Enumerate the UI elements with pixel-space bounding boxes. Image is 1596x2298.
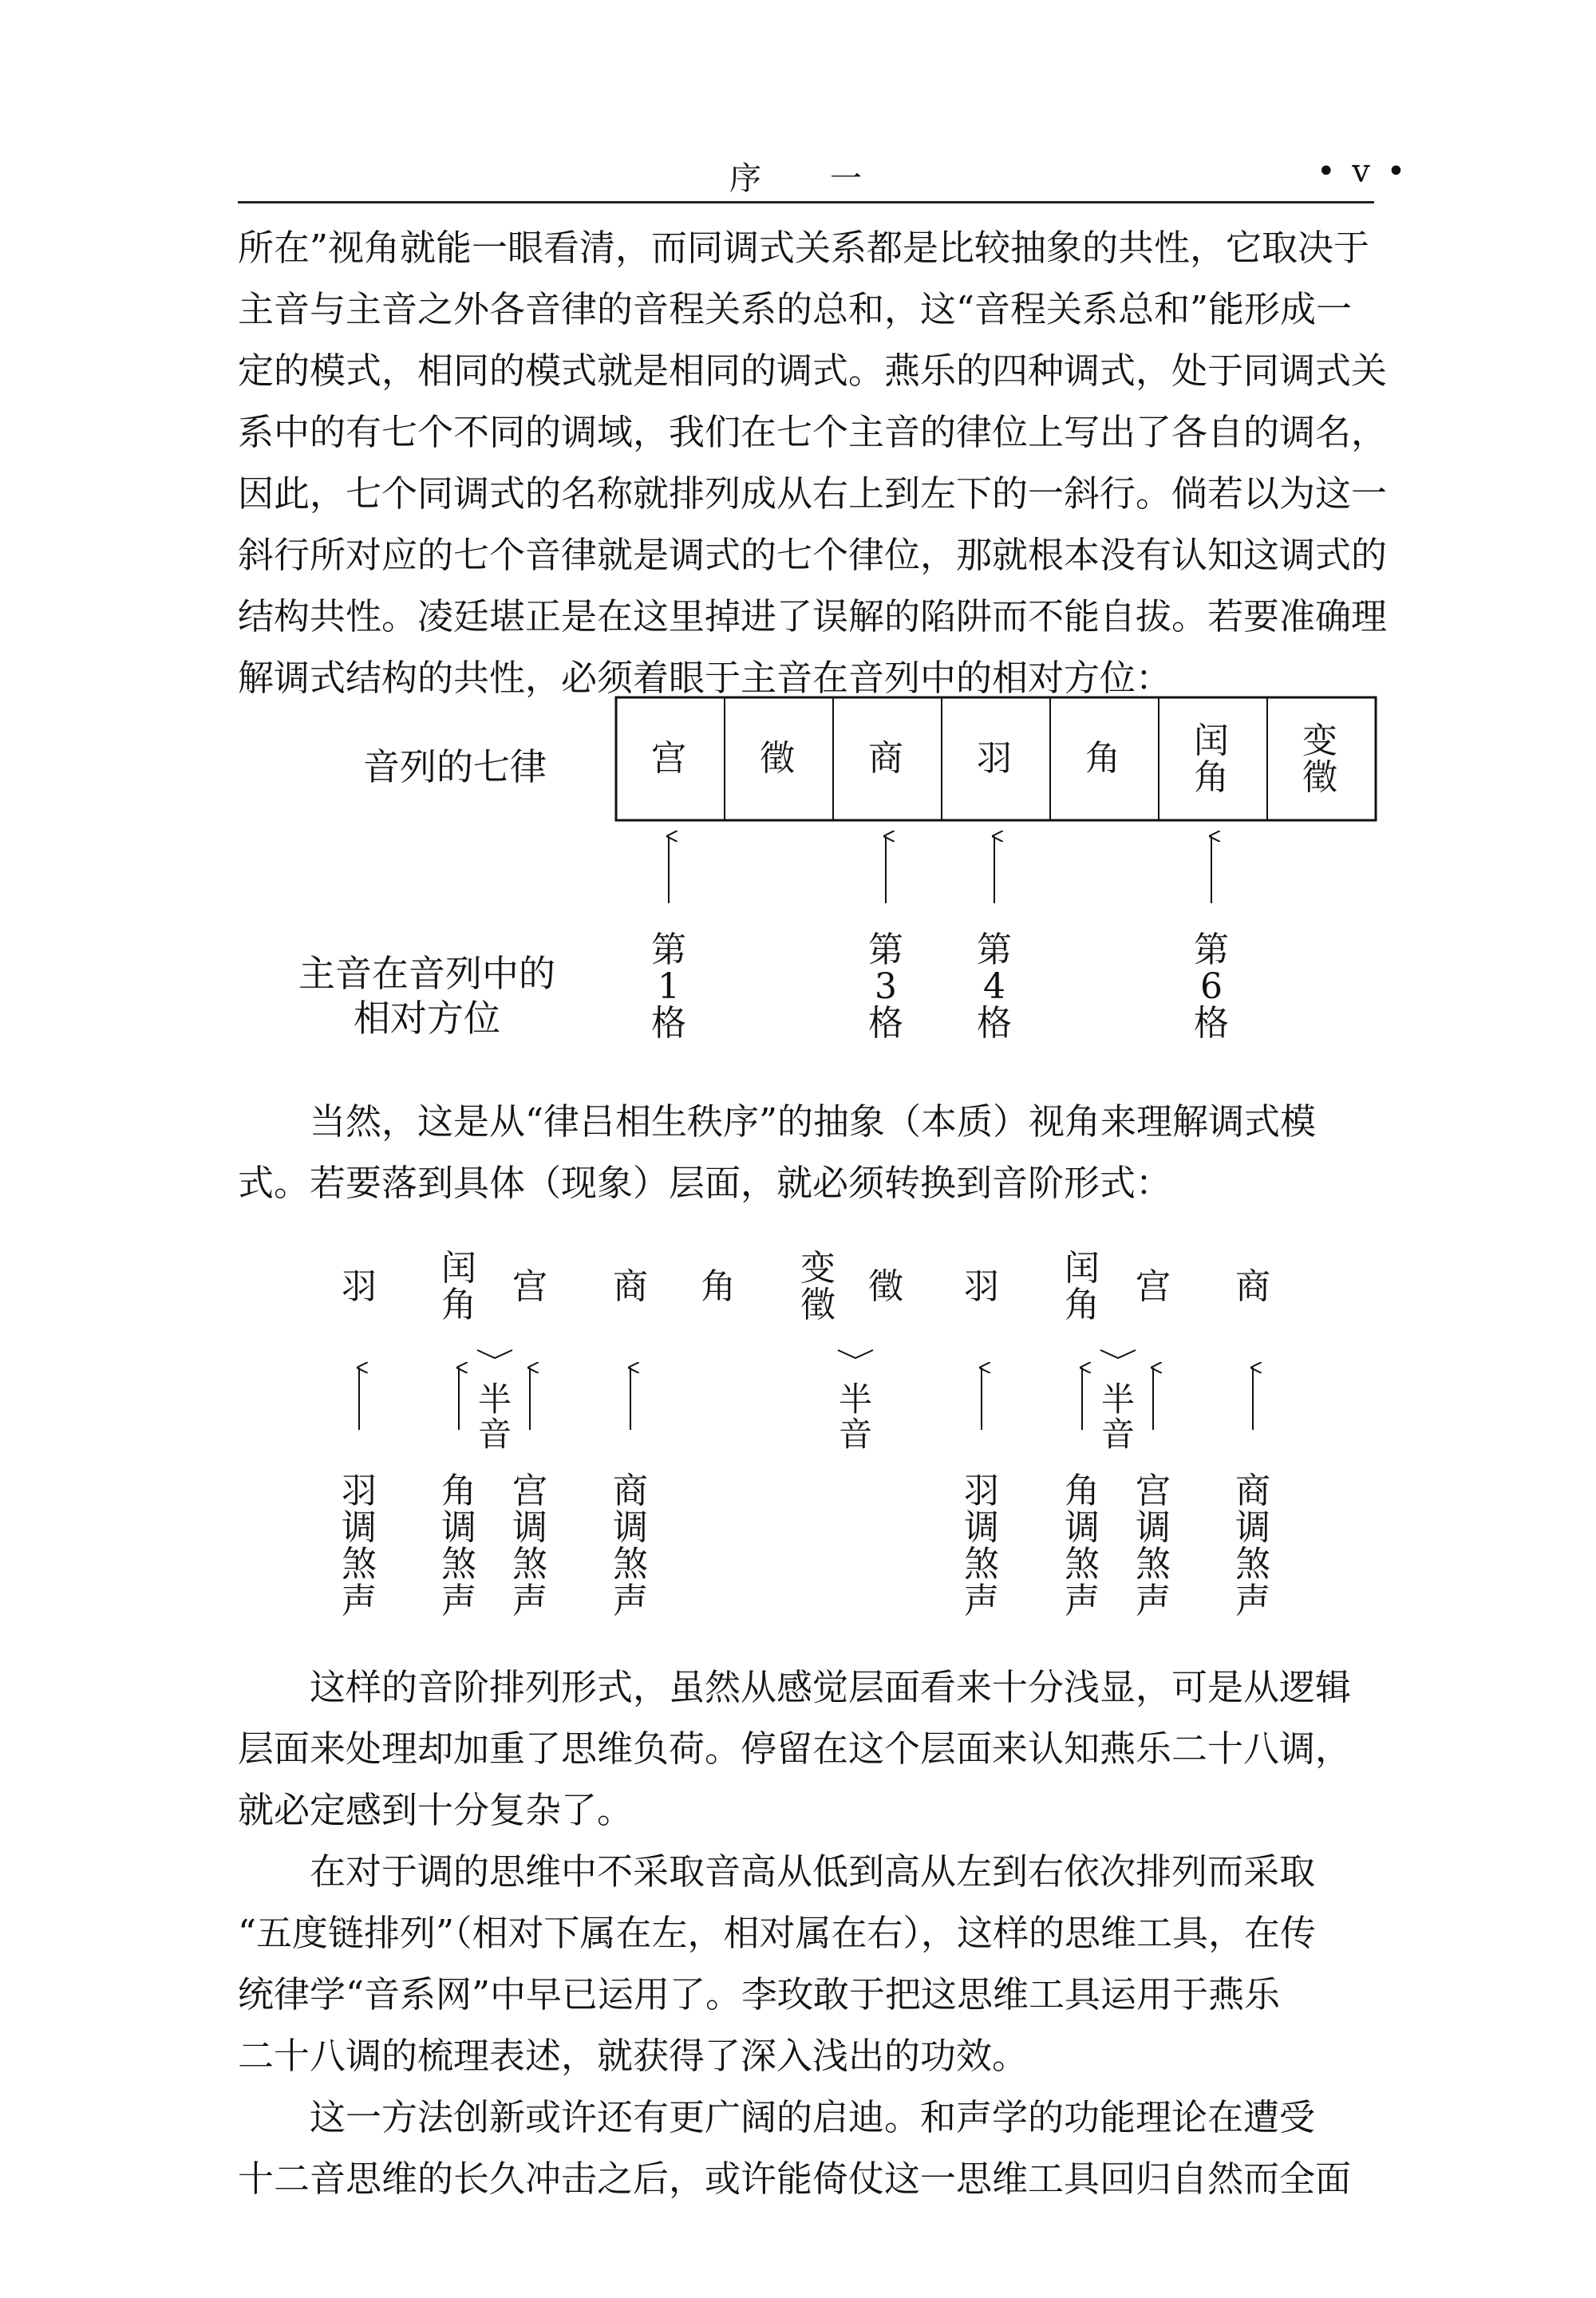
mode-char: 调 <box>512 1507 547 1548</box>
pitch-char: 变 <box>1302 721 1337 761</box>
text-line: 就必定感到十分复杂了。 <box>238 1789 634 1831</box>
text-line: 主音与主音之外各音律的音程关系的总和，这“音程关系总和”能形成一 <box>238 288 1353 330</box>
text-line: 二十八调的梳理表述，就获得了深入浅出的功效。 <box>238 2035 1029 2077</box>
pitch-cell <box>970 740 1018 777</box>
paragraph-2 <box>238 1091 1379 1214</box>
mode-label <box>1229 1473 1277 1620</box>
paragraph-3 <box>238 1656 1379 1841</box>
text-line: 斜行所对应的七个音律就是调式的七个律位，那就根本没有认知这调式的 <box>238 534 1388 576</box>
mode-char: 调 <box>441 1507 476 1548</box>
position-char: 格 <box>1194 1003 1229 1044</box>
pitch-char: 角 <box>1085 738 1120 779</box>
text-line: 所在”视角就能一眼看清，而同调式关系都是比较抽象的共性，它取决于 <box>238 227 1370 269</box>
mode-char: 煞 <box>512 1544 547 1585</box>
text-line: 系中的有七个不同的调域，我们在七个主音的律位上写出了各自的调名， <box>238 411 1388 453</box>
mode-char: 调 <box>1065 1507 1100 1548</box>
scale-note <box>435 1250 483 1324</box>
text-line: 式。若要落到具体（现象）层面，就必须转换到音阶形式： <box>238 1162 1172 1204</box>
scale-note <box>1058 1250 1106 1324</box>
text-line: 层面来处理却加重了思维负荷。停留在这个层面来认知燕乐二十八调， <box>238 1727 1352 1770</box>
position-char: 第 <box>1194 930 1229 970</box>
position-char: 3 <box>875 966 897 1007</box>
note-char: 宫 <box>1136 1266 1171 1307</box>
label-line: 相对方位 <box>354 997 500 1040</box>
mode-label <box>506 1473 554 1620</box>
pitch-cell <box>1187 723 1235 796</box>
tonic-arrows <box>622 830 1261 910</box>
note-char: 角 <box>441 1285 476 1325</box>
mode-char: 羽 <box>964 1471 999 1511</box>
pitch-cell <box>645 740 693 777</box>
note-char: 商 <box>613 1266 648 1307</box>
text-line: 十二音思维的长久冲击之后，或许能倚仗这一思维工具回归自然而全面 <box>238 2158 1352 2200</box>
semitone-brace-icon <box>838 1350 873 1358</box>
note-char: 徵 <box>868 1266 903 1307</box>
semitone-char: 半 <box>838 1380 872 1419</box>
mode-char: 声 <box>613 1581 648 1621</box>
position-label <box>287 951 567 1040</box>
paragraph-5 <box>238 2087 1379 2209</box>
mode-char: 声 <box>964 1581 999 1621</box>
text-line: 在对于调的思维中不采取音高从低到高从左到右依次排列而采取 <box>310 1850 1316 1893</box>
scale-note <box>862 1266 910 1307</box>
page-number: • v • <box>1317 153 1409 190</box>
pitch-char: 角 <box>1194 757 1229 798</box>
position-column <box>1187 932 1235 1042</box>
mode-label <box>1058 1473 1106 1620</box>
pitch-cell <box>862 740 910 777</box>
paragraph-1 <box>238 217 1388 709</box>
scale-note <box>694 1266 742 1307</box>
position-char: 1 <box>658 966 680 1007</box>
pitch-char: 闰 <box>1194 721 1229 761</box>
note-char: 角 <box>1065 1285 1100 1325</box>
pitch-cell <box>1296 723 1344 796</box>
header-rule <box>238 201 1374 203</box>
note-char: 徵 <box>800 1285 836 1325</box>
mode-char: 宫 <box>1136 1471 1171 1511</box>
text-line: 因此，七个同调式的名称就排列成从右上到左下的一斜行。倘若以为这一 <box>238 472 1388 515</box>
mode-char: 煞 <box>613 1544 648 1585</box>
running-head-char: 一 <box>830 160 867 197</box>
semitone-label <box>471 1382 519 1452</box>
mode-char: 调 <box>1235 1507 1270 1548</box>
pitch-char: 羽 <box>977 738 1012 779</box>
semitone-char: 音 <box>838 1415 872 1454</box>
semitone-char: 半 <box>1100 1380 1135 1419</box>
mode-char: 声 <box>342 1581 377 1621</box>
mode-char: 商 <box>1235 1471 1270 1511</box>
note-char: 变 <box>800 1248 836 1289</box>
pitch-cell <box>1079 740 1127 777</box>
semitone-char: 音 <box>477 1415 512 1454</box>
mode-label <box>1129 1473 1177 1620</box>
mode-char: 调 <box>613 1507 648 1548</box>
position-column <box>862 932 910 1042</box>
scale-note <box>958 1266 1005 1307</box>
mode-char: 声 <box>1065 1581 1100 1621</box>
pitch-char: 徵 <box>1302 757 1337 798</box>
mode-char: 角 <box>441 1471 476 1511</box>
mode-char: 调 <box>342 1507 377 1548</box>
row-label: 音列的七律 <box>363 745 547 788</box>
semitone-char: 半 <box>477 1380 512 1419</box>
mode-char: 煞 <box>964 1544 999 1585</box>
scale-note <box>794 1250 842 1324</box>
pitch-char: 商 <box>868 738 903 779</box>
semitone-brace-icon <box>1100 1350 1136 1358</box>
note-char: 羽 <box>342 1266 377 1307</box>
scale-note <box>506 1266 554 1307</box>
semitone-char: 音 <box>1100 1415 1135 1454</box>
label-line: 主音在音列中的 <box>298 952 555 995</box>
mode-char: 声 <box>512 1581 547 1621</box>
position-char: 第 <box>651 930 686 970</box>
note-char: 商 <box>1235 1266 1270 1307</box>
scale-note <box>1129 1266 1177 1307</box>
semitone-label <box>1094 1382 1142 1452</box>
paragraph-4 <box>238 1841 1379 2087</box>
note-char: 羽 <box>964 1266 999 1307</box>
text-line: 统律学“音系网”中早已运用了。李玫敢于把这思维工具运用于燕乐 <box>238 1973 1281 2016</box>
position-char: 第 <box>977 930 1012 970</box>
mode-char: 调 <box>1136 1507 1171 1548</box>
mode-label <box>435 1473 483 1620</box>
mode-label <box>606 1473 654 1620</box>
text-line: 定的模式，相同的模式就是相同的调式。燕乐的四种调式，处于同调式关 <box>238 349 1388 392</box>
mode-label <box>958 1473 1005 1620</box>
text-line: 这一方法创新或许还有更广阔的启迪。和声学的功能理论在遭受 <box>310 2096 1316 2138</box>
semitone-label <box>832 1382 879 1452</box>
mode-char: 声 <box>1235 1581 1270 1621</box>
semitone-brace-icon <box>477 1350 512 1358</box>
position-char: 第 <box>868 930 903 970</box>
note-char: 角 <box>701 1266 736 1307</box>
mode-char: 煞 <box>1065 1544 1100 1585</box>
mode-char: 角 <box>1065 1471 1100 1511</box>
note-char: 闰 <box>441 1248 476 1289</box>
mode-char: 煞 <box>441 1544 476 1585</box>
text-line: 结构共性。凌廷堪正是在这里掉进了误解的陷阱而不能自拔。若要准确理 <box>238 595 1388 638</box>
mode-char: 商 <box>613 1471 648 1511</box>
mode-char: 煞 <box>1235 1544 1270 1585</box>
position-char: 格 <box>868 1003 903 1044</box>
mode-char: 宫 <box>512 1471 547 1511</box>
position-char: 6 <box>1200 966 1223 1007</box>
position-char: 4 <box>983 966 1005 1007</box>
note-char: 闰 <box>1065 1248 1100 1289</box>
mode-char: 煞 <box>1136 1544 1171 1585</box>
position-char: 格 <box>977 1003 1012 1044</box>
running-head-char: 序 <box>729 160 766 197</box>
pitch-char: 徵 <box>760 738 795 779</box>
mode-char: 声 <box>441 1581 476 1621</box>
mode-char: 羽 <box>342 1471 377 1511</box>
pitch-cell <box>753 740 801 777</box>
mode-char: 声 <box>1136 1581 1171 1621</box>
position-column <box>970 932 1018 1042</box>
mode-char: 调 <box>964 1507 999 1548</box>
scale-note <box>606 1266 654 1307</box>
text-line: “五度链排列”（相对下属在左，相对属在右），这样的思维工具，在传 <box>238 1912 1317 1954</box>
mode-label <box>335 1473 383 1620</box>
text-line: 解调式结构的共性，必须着眼于主音在音列中的相对方位： <box>238 657 1172 699</box>
position-char: 格 <box>651 1003 686 1044</box>
text-line: 这样的音阶排列形式，虽然从感觉层面看来十分浅显，可是从逻辑 <box>310 1666 1352 1708</box>
pitch-char: 宫 <box>651 738 686 779</box>
scale-note <box>1229 1266 1277 1307</box>
text-line: 当然，这是从“律吕相生秩序”的抽象（本质）视角来理解调式模 <box>310 1100 1317 1143</box>
position-column <box>645 932 693 1042</box>
scale-note <box>335 1266 383 1307</box>
note-char: 宫 <box>512 1266 547 1307</box>
mode-char: 煞 <box>342 1544 377 1585</box>
